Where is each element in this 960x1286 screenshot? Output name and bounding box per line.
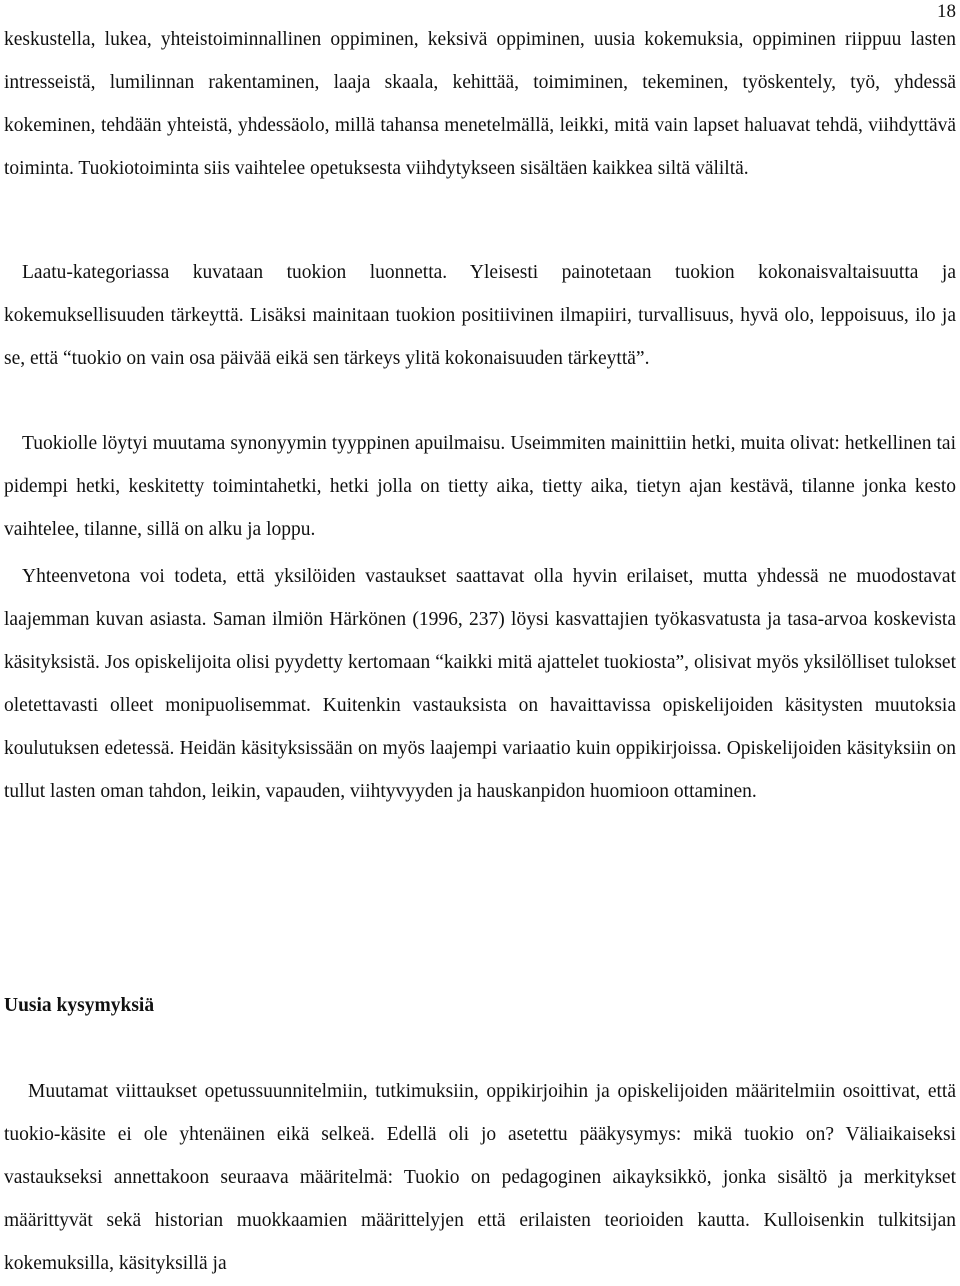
paragraph-1: keskustella, lukea, yhteistoiminnallinen oppiminen, keksivä oppiminen, uusia kokemuksia, oppiminen riippuu lasten intresseistä, lumilinnan rakentaminen, laaja skaala, kehittää, toimiminen, tekeminen, työskentely, työ, yhdessä kokeminen, tehdään yhteistä, yhdessäolo, millä tahansa menetelmällä, leikki, mitä vain lapset haluavat tehdä, viihdyttävä toiminta. Tuokiotoiminta siis vaihtelee opetuksesta viihdytykseen sisältäen kaikkea siltä väliltä.: [4, 29, 956, 179]
paragraph-4: Yhteenvetona voi todeta, että yksilöiden vastaukset saattavat olla hyvin erilaiset, mutta yhdessä ne muodostavat laajemman kuvan asiasta. Saman ilmiön Härkönen (1996, 237) löysi kasvattajien työkasvatusta ja tasa-arvoa koskevista käsityksistä. Jos opiskelijoita olisi pyydetty kertomaan “kaikki mitä ajattelet tuokiosta”, olisivat myös yksilölliset tulokset oletettavasti olleet monipuolisemmat. Kuitenkin vastauksista on havaittavissa opiskelijoiden käsitysten muutoksia koulutuksen edetessä. Heidän käsityksissään on myös laajempi variaatio kuin oppikirjoissa. Opiskelijoiden käsityksiin on tullut lasten oman tahdon, leikin, vapauden, viihtyvyyden ja hauskanpidon huomioon ottaminen.: [4, 566, 956, 802]
page-number: 18: [937, 1, 956, 22]
section-paragraph: Muutamat viittaukset opetussuunnitelmiin, tutkimuksiin, oppikirjoihin ja opiskelijoiden määritelmiin osoittivat, että tuokio-käsite ei ole yhtenäinen eikä selkeä. Edellä oli jo asetettu pääkysymys: mikä tuokio on? Väliaikaiseksi vastaukseksi annettakoon seuraava määritelmä: Tuokio on pedagoginen aikayksikkö, jonka sisältö ja merkitykset määrittyvät sekä historian muokkaamien määrittelyjen että erilaisten teorioiden kautta. Kulloisenkin tulkitsijan kokemuksilla, käsityksillä ja: [4, 1081, 956, 1274]
paragraph-2: Laatu-kategoriassa kuvataan tuokion luonnetta. Yleisesti painotetaan tuokion kokonaisvaltaisuutta ja kokemuksellisuuden tärkeyttä. Lisäksi mainitaan tuokion positiivinen ilmapiiri, turvallisuus, hyvä olo, leppoisuus, ilo ja se, että “tuokio on vain osa päivää eikä sen tärkeys ylitä kokonaisuuden tärkeyttä”.: [4, 262, 956, 369]
section-heading: Uusia kysymyksiä: [4, 995, 155, 1016]
paragraph-3: Tuokiolle löytyi muutama synonyymin tyyppinen apuilmaisu. Useimmiten mainittiin hetki, muita olivat: hetkellinen tai pidempi hetki, keskitetty toimintahetki, hetki jolla on tietty aika, tietty aika, tietyn ajan kestävä, tilanne jonka kesto vaihtelee, tilanne, sillä on alku ja loppu.: [4, 433, 956, 540]
